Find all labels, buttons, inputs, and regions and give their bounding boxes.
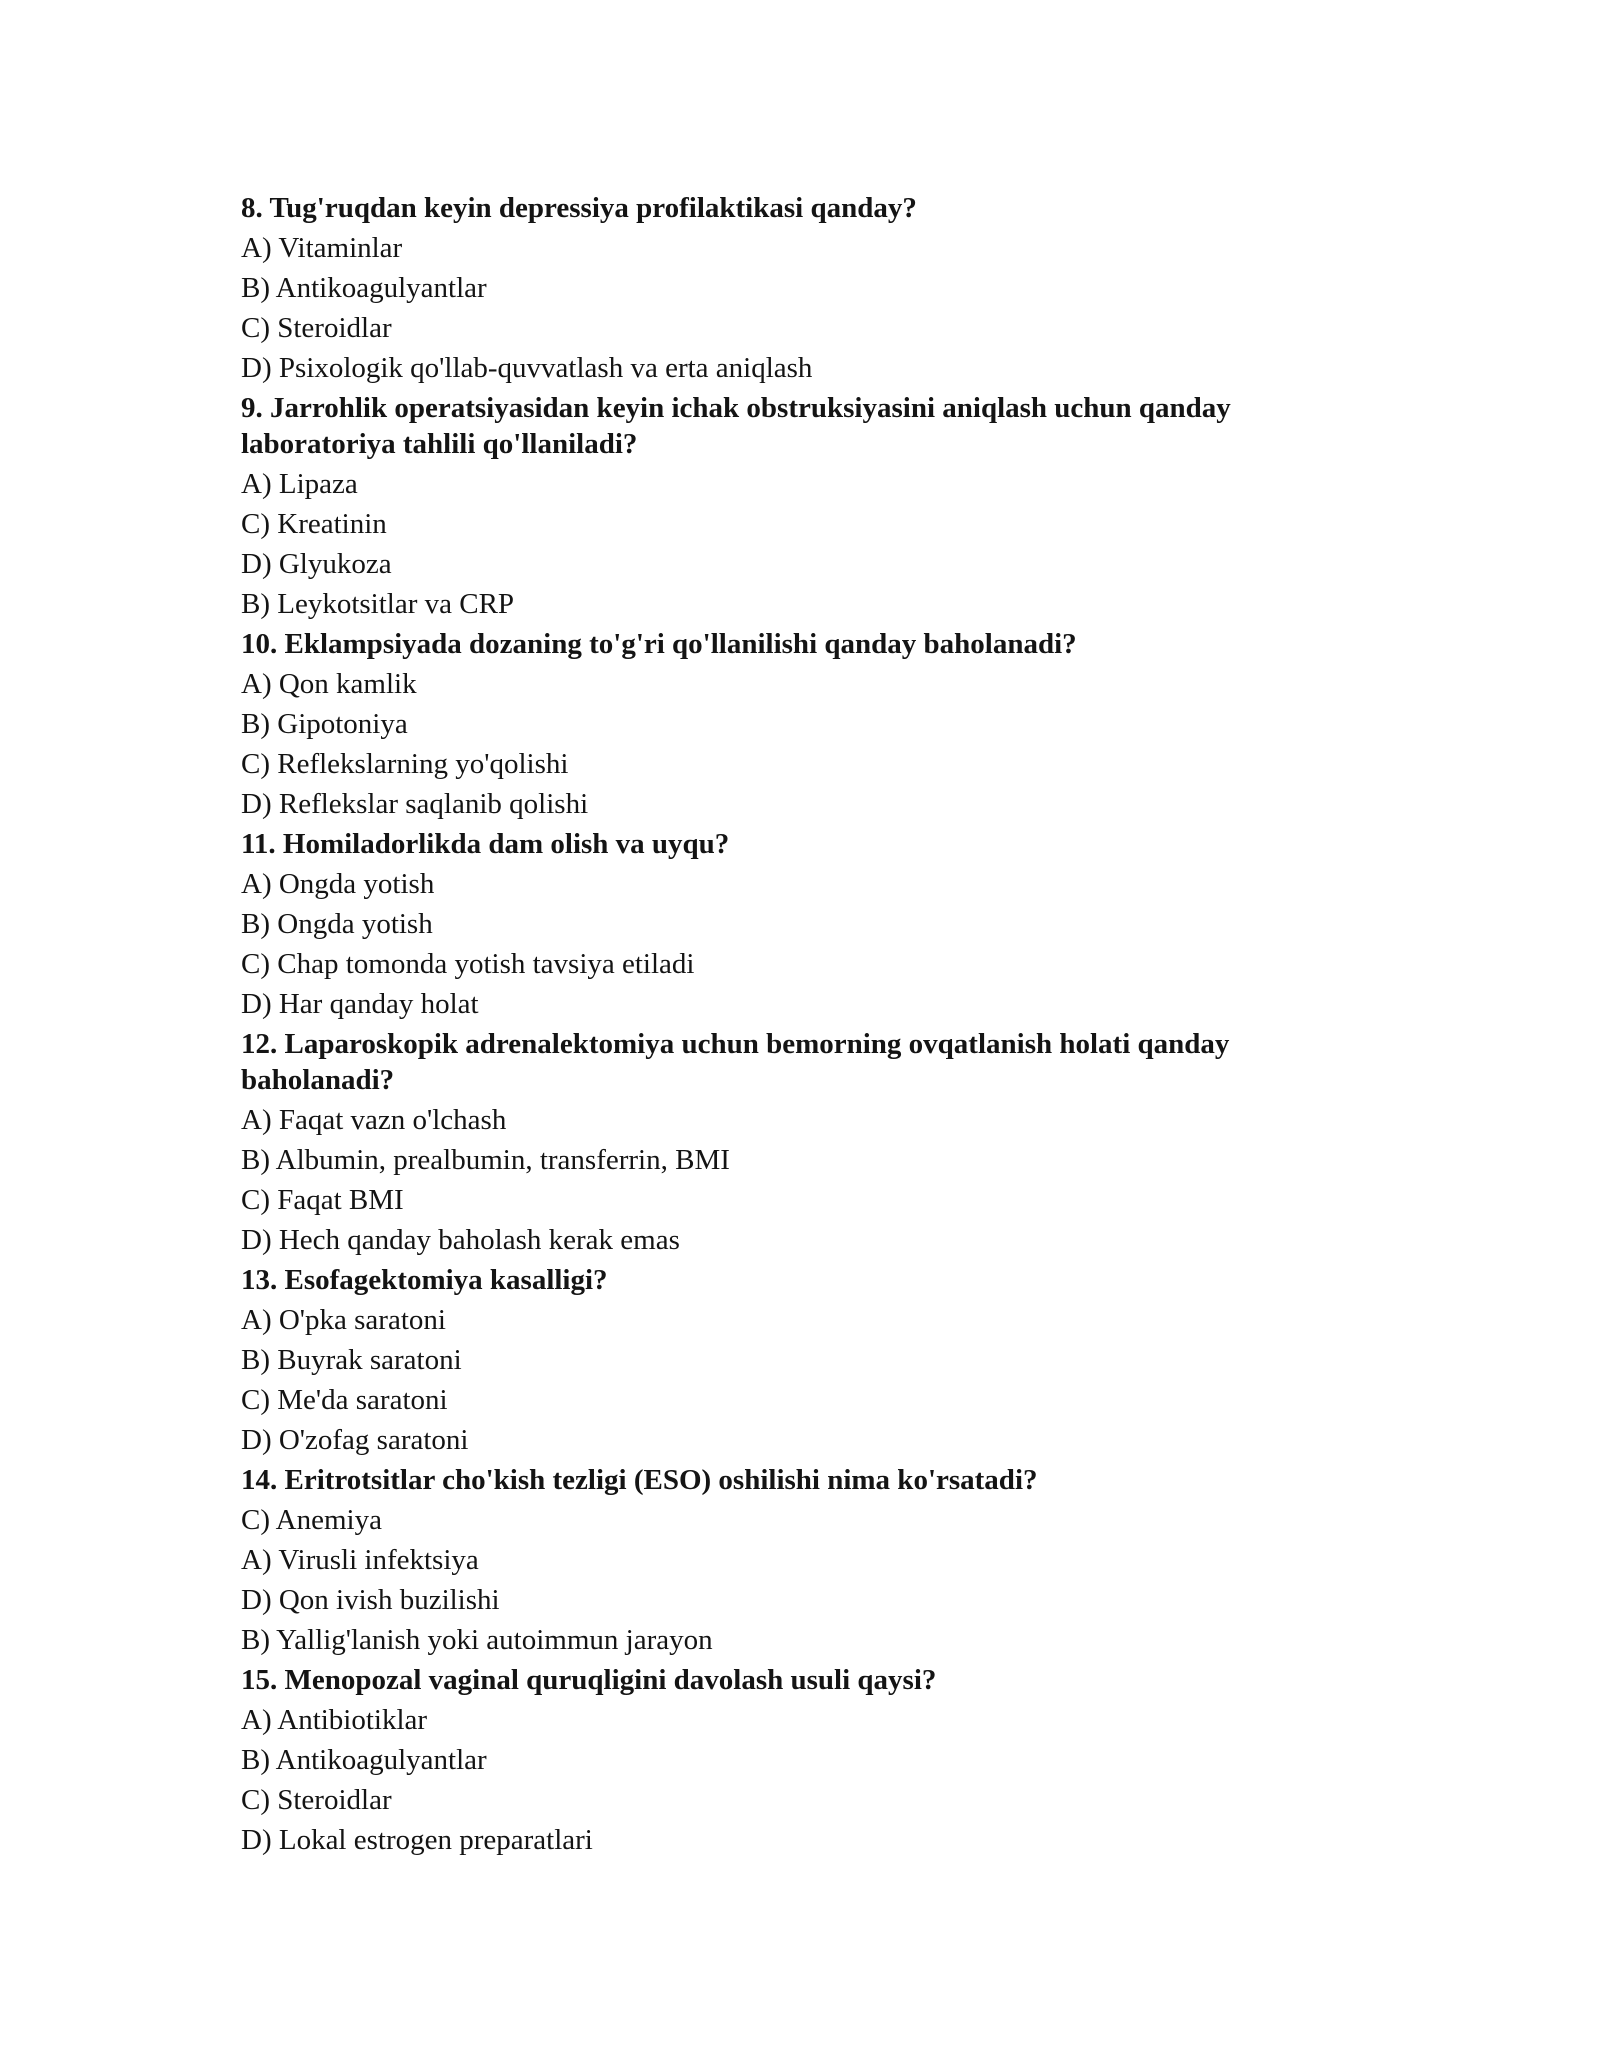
answer-option: B) Albumin, prealbumin, transferrin, BMI xyxy=(241,1144,730,1176)
answer-option: A) Virusli infektsiya xyxy=(241,1544,479,1576)
answer-option: D) Psixologik qo'llab-quvvatlash va erta aniqlash xyxy=(241,352,813,384)
question-block xyxy=(241,1662,1371,1860)
answer-option: C) Reflekslarning yo'qolishi xyxy=(241,748,569,780)
answer-option: B) Buyrak saratoni xyxy=(241,1344,462,1376)
question-block xyxy=(241,1262,1371,1460)
answer-option: C) Anemiya xyxy=(241,1504,382,1536)
question-text: 8. Tug'ruqdan keyin depressiya profilaktikasi qanday? xyxy=(241,192,917,224)
answer-option: B) Antikoagulyantlar xyxy=(241,1744,487,1776)
answer-option: D) Qon ivish buzilishi xyxy=(241,1584,500,1616)
answer-option: D) Glyukoza xyxy=(241,548,392,580)
question-block xyxy=(241,626,1371,824)
question-text: 12. Laparoskopik adrenalektomiya uchun bemorning ovqatlanish holati qanday baholanadi? xyxy=(241,1028,1230,1096)
answer-option: C) Steroidlar xyxy=(241,312,392,344)
question-text: 15. Menopozal vaginal quruqligini davolash usuli qaysi? xyxy=(241,1664,937,1696)
question-text: 9. Jarrohlik operatsiyasidan keyin ichak obstruksiyasini aniqlash uchun qanday laboratoriya tahlili qo'llaniladi? xyxy=(241,392,1231,460)
answer-option: D) Hech qanday baholash kerak emas xyxy=(241,1224,680,1256)
answer-option: C) Chap tomonda yotish tavsiya etiladi xyxy=(241,948,695,980)
answer-option: A) Faqat vazn o'lchash xyxy=(241,1104,507,1136)
answer-option: D) O'zofag saratoni xyxy=(241,1424,469,1456)
answer-option: C) Faqat BMI xyxy=(241,1184,404,1216)
question-text: 10. Eklampsiyada dozaning to'g'ri qo'llanilishi qanday baholanadi? xyxy=(241,628,1077,660)
answer-option: B) Yallig'lanish yoki autoimmun jarayon xyxy=(241,1624,713,1656)
question-text: 11. Homiladorlikda dam olish va uyqu? xyxy=(241,828,730,860)
question-block xyxy=(241,190,1371,388)
question-block xyxy=(241,1462,1371,1660)
question-block xyxy=(241,390,1371,624)
answer-option: A) Antibiotiklar xyxy=(241,1704,428,1736)
question-text: 14. Eritrotsitlar cho'kish tezligi (ESO) oshilishi nima ko'rsatadi? xyxy=(241,1464,1038,1496)
answer-option: A) Qon kamlik xyxy=(241,668,417,700)
question-block xyxy=(241,1026,1371,1260)
question-block xyxy=(241,826,1371,1024)
answer-option: D) Reflekslar saqlanib qolishi xyxy=(241,788,589,820)
answer-option: B) Antikoagulyantlar xyxy=(241,272,487,304)
answer-option: D) Har qanday holat xyxy=(241,988,479,1020)
answer-option: C) Me'da saratoni xyxy=(241,1384,448,1416)
answer-option: C) Kreatinin xyxy=(241,508,387,540)
question-text: 13. Esofagektomiya kasalligi? xyxy=(241,1264,608,1296)
answer-option: B) Ongda yotish xyxy=(241,908,433,940)
answer-option: C) Steroidlar xyxy=(241,1784,392,1816)
answer-option: B) Leykotsitlar va CRP xyxy=(241,588,515,620)
answer-option: B) Gipotoniya xyxy=(241,708,408,740)
document-page xyxy=(241,188,1371,1860)
answer-option: A) O'pka saratoni xyxy=(241,1304,446,1336)
answer-option: A) Vitaminlar xyxy=(241,232,403,264)
answer-option: A) Lipaza xyxy=(241,468,358,500)
answer-option: D) Lokal estrogen preparatlari xyxy=(241,1824,593,1856)
answer-option: A) Ongda yotish xyxy=(241,868,435,900)
